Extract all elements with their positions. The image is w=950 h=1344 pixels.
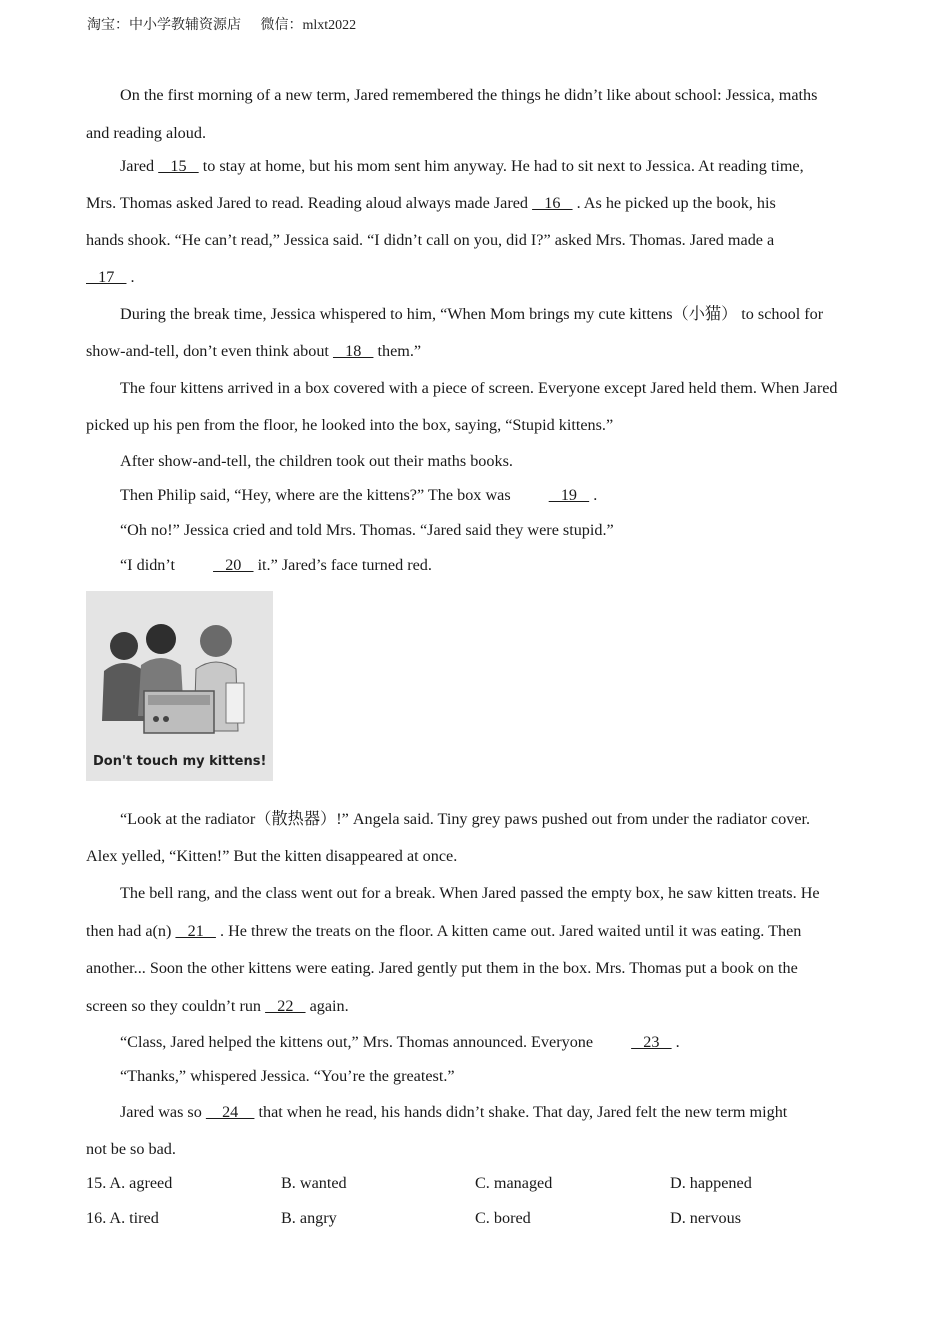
blank-17[interactable]: 17 xyxy=(86,268,127,286)
paragraph-12: “Thanks,” whispered Jessica. “You’re the greatest.” xyxy=(120,1067,455,1085)
blank-23[interactable]: 23 xyxy=(631,1033,672,1051)
question-15-option-a[interactable]: 15. A. agreed xyxy=(86,1174,173,1192)
illustration-drawing xyxy=(86,591,273,781)
kittens-illustration xyxy=(86,591,273,781)
question-15-option-d[interactable]: D. happened xyxy=(670,1174,752,1192)
paragraph-1: On the first morning of a new term, Jared remembered the things he didn’t like about school: Jessica, maths and reading aloud. xyxy=(86,86,818,142)
blank-22[interactable]: 22 xyxy=(265,996,306,1015)
paragraph-8: “I didn’t 20 it.” Jared’s face turned red. xyxy=(86,548,866,582)
question-15 xyxy=(86,1171,866,1206)
paragraph-5: After show-and-tell, the children took out their maths books. xyxy=(120,452,513,470)
question-16-option-b[interactable]: B. angry xyxy=(281,1209,337,1227)
illustration-caption: Don't touch my kittens! xyxy=(93,754,267,769)
blank-16[interactable]: 16 xyxy=(532,194,573,212)
shop-label: 淘宝：中小学教辅资源店 xyxy=(87,18,241,33)
paragraph-6: Then Philip said, “Hey, where are the kittens?” The box was 19 . xyxy=(86,478,866,513)
blank-15[interactable]: 15 xyxy=(158,157,199,175)
blank-19[interactable]: 19 xyxy=(548,486,590,504)
question-16-option-c[interactable]: C. bored xyxy=(475,1209,531,1227)
paragraph-9: “Look at the radiator（散热器）!” Angela said. Tiny grey paws pushed out from under the radiator cover. Alex yelled, “Kitten!” But the kitten disappeared at once. xyxy=(86,810,811,865)
passage xyxy=(86,76,866,1241)
question-16-option-a[interactable]: 16. A. tired xyxy=(86,1209,159,1227)
question-16 xyxy=(86,1206,866,1241)
wechat-label: 微信：mlxt2022 xyxy=(260,18,357,33)
paragraph-4: The four kittens arrived in a box covered with a piece of screen. Everyone except Jared held them. When Jared picked up his pen from the floor, he looked into the box, saying, “Stupid kittens.” xyxy=(86,379,838,434)
blank-21[interactable]: 21 xyxy=(175,921,216,940)
paragraph-2: Jared 15 to stay at home, but his mom sent him anyway. He had to sit next to Jessica. At reading time, Mrs. Thomas asked Jared to read. Reading aloud always made Jared 16 . As he picked up the book, his hands shook. “He can’t read,” Jessica said. “I didn’t call on you, did I?” asked Mrs. Thomas. Jared made a 17 . xyxy=(86,148,866,296)
page-header xyxy=(87,14,372,34)
blank-20[interactable]: 20 xyxy=(213,556,254,574)
paragraph-10: The bell rang, and the class went out for a break. When Jared passed the empty box, he saw kitten treats. He then had a(n) 21 . He threw the treats on the floor. A kitten came out. Jared waited until it was eating. Then another... Soon the other kittens were eating. Jared gently put them in the box. Mrs. Thomas put a book on the screen so they couldn’t run 22 again. xyxy=(86,875,866,1025)
blank-24[interactable]: 24 xyxy=(205,1103,255,1121)
paragraph-7: “Oh no!” Jessica cried and told Mrs. Thomas. “Jared said they were stupid.” xyxy=(120,521,614,539)
paragraph-3: During the break time, Jessica whispered to him, “When Mom brings my cute kittens（小猫） to school for show-and-tell, don’t even think about 18 them.” xyxy=(86,296,866,370)
question-16-option-d[interactable]: D. nervous xyxy=(670,1209,742,1227)
question-list xyxy=(86,1171,866,1241)
question-15-option-c[interactable]: C. managed xyxy=(475,1174,553,1192)
paragraph-11: “Class, Jared helped the kittens out,” Mrs. Thomas announced. Everyone 23 . xyxy=(86,1025,866,1059)
blank-18[interactable]: 18 xyxy=(332,342,374,360)
question-15-option-b[interactable]: B. wanted xyxy=(281,1174,347,1192)
paragraph-13: Jared was so 24 that when he read, his hands didn’t shake. That day, Jared felt the new term might not be so bad. xyxy=(86,1094,866,1168)
